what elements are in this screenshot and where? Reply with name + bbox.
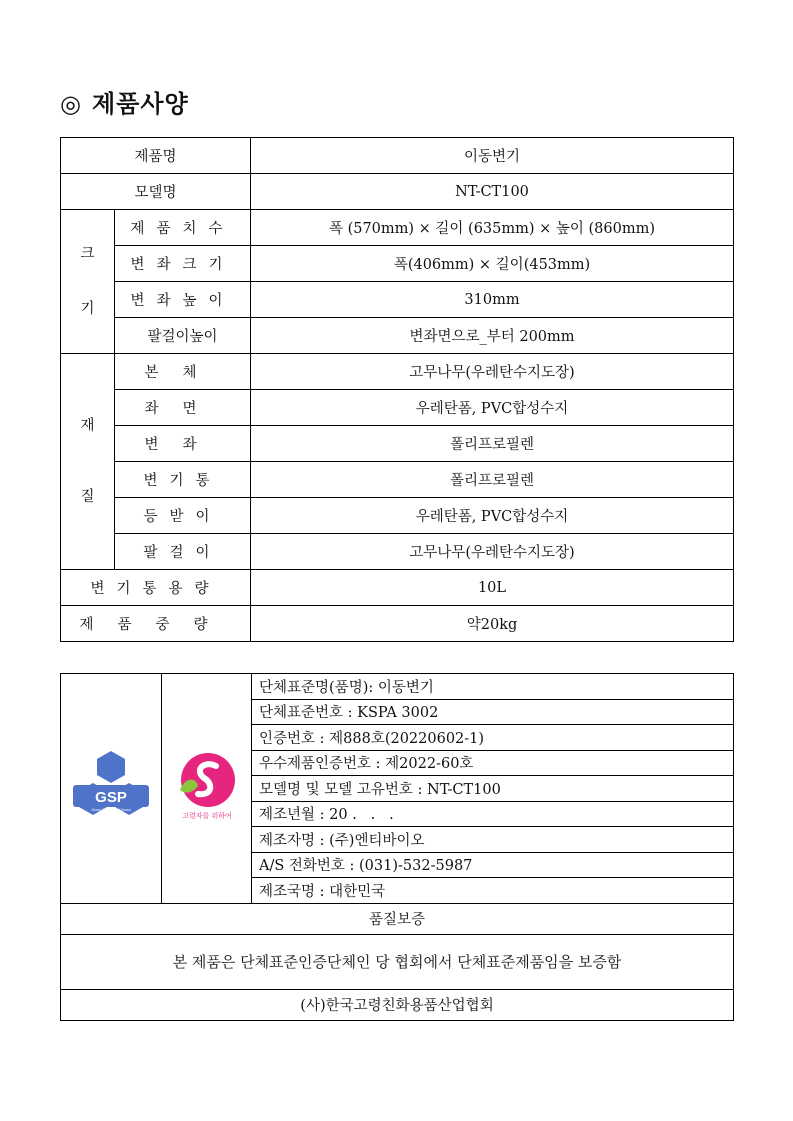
- cert-info-excellent-product-number: 우수제품인증번호 : 제2022-60호: [252, 750, 734, 776]
- cert-info-standard-name: 단체표준명(품명): 이동변기: [252, 674, 734, 700]
- gsp-hex-top: [97, 751, 125, 783]
- material-value-toilet-seat: 폴리프로필렌: [251, 426, 734, 462]
- spec-row-size-3: [61, 282, 734, 318]
- size-group-label: [61, 210, 115, 354]
- cert-info-as-phone: A/S 전화번호 : (031)-532-5987: [252, 852, 734, 878]
- spec-row-material-3: [61, 426, 734, 462]
- material-label-bucket: 변기통: [115, 462, 251, 498]
- spec-row-material-4: [61, 462, 734, 498]
- spec-row-material-2: [61, 390, 734, 426]
- quality-assurance-title: 품질보증: [61, 903, 734, 934]
- cert-info-manufacture-date: 제조년월 : 20 . . .: [252, 801, 734, 827]
- capacity-value: 10L: [251, 570, 734, 606]
- material-value-seat: 우레탄폼, PVC합성수지: [251, 390, 734, 426]
- cert-info-model: 모델명 및 모델 고유번호 : NT-CT100: [252, 776, 734, 802]
- material-label-seat: 좌면: [115, 390, 251, 426]
- spec-row-product-name: [61, 138, 734, 174]
- material-label-armrest: 팔걸이: [115, 534, 251, 570]
- size-label-seat-height: 변좌높이: [115, 282, 251, 318]
- capacity-label: 변기통용량: [61, 570, 251, 606]
- material-group-char-1: 재: [80, 418, 95, 434]
- page-heading: [60, 84, 189, 119]
- page-title: 제품사양: [91, 90, 189, 118]
- size-value-seat-height: 310mm: [251, 282, 734, 318]
- size-group-char-2: 기: [80, 300, 95, 317]
- material-value-armrest: 고무나무(우레탄수지도장): [251, 534, 734, 570]
- spec-table: [60, 137, 734, 642]
- material-label-toilet-seat: 변좌: [115, 426, 251, 462]
- gsp-logo-icon: [71, 749, 151, 823]
- double-circle-icon: ◎: [60, 90, 82, 118]
- spec-row-size-1: [61, 210, 734, 246]
- material-label-body: 본체: [115, 354, 251, 390]
- material-value-bucket: 폴리프로필렌: [251, 462, 734, 498]
- spec-row-material-5: [61, 498, 734, 534]
- model-label: 모델명: [61, 174, 251, 210]
- size-value-armrest-height: 변좌면으로_부터 200mm: [251, 318, 734, 354]
- model-value: NT-CT100: [251, 174, 734, 210]
- spec-row-model: [61, 174, 734, 210]
- size-group-char-1: 크: [80, 246, 95, 262]
- spec-row-size-4: [61, 318, 734, 354]
- cert-row-qa-body: [61, 934, 734, 989]
- material-label-backrest: 등받이: [115, 498, 251, 534]
- spec-row-material-6: [61, 534, 734, 570]
- product-name-value: 이동변기: [251, 138, 734, 174]
- gsp-logo-subtext: Group Standard of Korea: [91, 808, 131, 813]
- spec-row-size-2: [61, 246, 734, 282]
- weight-label: 제품중량: [61, 606, 251, 642]
- material-value-body: 고무나무(우레탄수지도장): [251, 354, 734, 390]
- spec-row-material-1: [61, 354, 734, 390]
- material-group-char-2: 질: [80, 488, 95, 505]
- size-value-dimensions: 폭 (570mm) × 길이 (635mm) × 높이 (860mm): [251, 210, 734, 246]
- material-value-backrest: 우레탄폼, PVC합성수지: [251, 498, 734, 534]
- senior-friendly-logo-icon: [174, 750, 240, 822]
- product-name-label: 제품명: [61, 138, 251, 174]
- material-group-label: [61, 354, 115, 570]
- quality-assurance-statement: 본 제품은 단체표준인증단체인 당 협회에서 단체표준제품임을 보증함: [61, 934, 734, 989]
- senior-friendly-logo-cell: [162, 674, 252, 904]
- cert-info-country: 제조국명 : 대한민국: [252, 878, 734, 904]
- cert-row-1: [61, 674, 734, 700]
- weight-value: 약20kg: [251, 606, 734, 642]
- size-value-seat-size: 폭(406mm) × 길이(453mm): [251, 246, 734, 282]
- size-label-dimensions: 제품치수: [115, 210, 251, 246]
- cert-row-qa-org: [61, 989, 734, 1020]
- certification-table: [60, 673, 734, 1021]
- gsp-logo-cell: [61, 674, 162, 904]
- senior-logo-text: 고령자를 위하여: [181, 812, 232, 821]
- cert-row-qa-title: [61, 903, 734, 934]
- quality-assurance-organization: (사)한국고령친화용품산업협회: [61, 989, 734, 1020]
- spec-row-weight: [61, 606, 734, 642]
- size-label-seat-size: 변좌크기: [115, 246, 251, 282]
- gsp-logo-text: GSP: [95, 789, 127, 807]
- size-label-armrest-height: 팔걸이높이: [115, 318, 251, 354]
- cert-info-standard-number: 단체표준번호 : KSPA 3002: [252, 699, 734, 725]
- cert-info-manufacturer: 제조자명 : (주)엔티바이오: [252, 827, 734, 853]
- spec-row-capacity: [61, 570, 734, 606]
- cert-info-cert-number: 인증번호 : 제888호(20220602-1): [252, 725, 734, 751]
